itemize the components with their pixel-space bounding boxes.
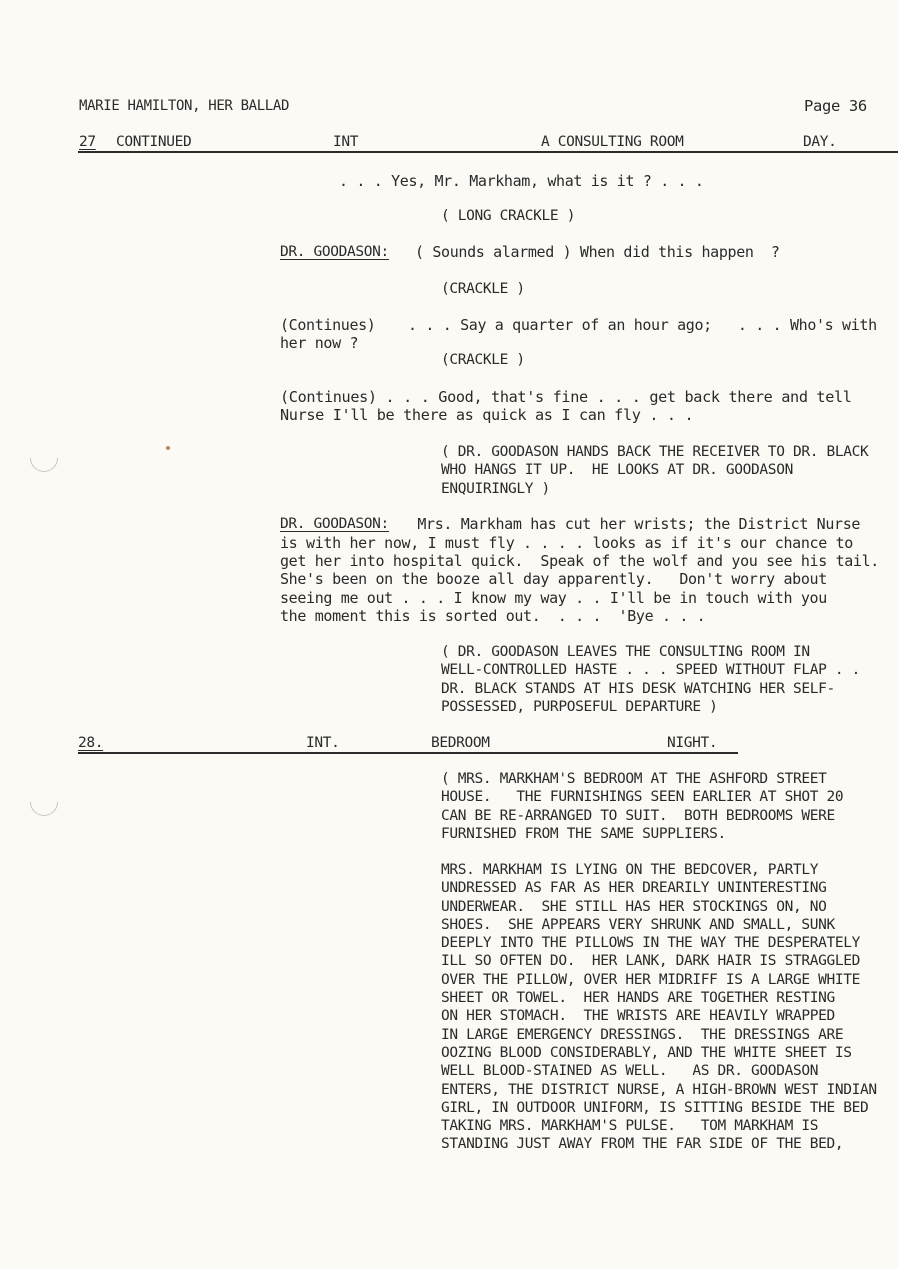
dialogue-line: . . . Say a quarter of an hour ago; . . . Who's with bbox=[408, 316, 877, 334]
dialogue-line: her now ? bbox=[280, 334, 359, 352]
script-title: MARIE HAMILTON, HER BALLAD bbox=[79, 98, 290, 114]
punch-hole-mark bbox=[24, 438, 64, 478]
heading-rule bbox=[78, 151, 898, 153]
character-name: DR. GOODASON: bbox=[280, 244, 389, 260]
stage-direction: ( MRS. MARKHAM'S BEDROOM AT THE ASHFORD STREET HOUSE. THE FURNISHINGS SEEN EARLIER AT SHOT 20 CAN BE RE-ARRANGED TO SUIT. BOTH BEDROOMS WERE FURNISHED FROM THE SAME SUPPLIERS. bbox=[441, 771, 844, 842]
scene-location: A CONSULTING ROOM bbox=[541, 134, 684, 150]
ink-speck bbox=[166, 446, 170, 450]
dialogue-line: Mrs. Markham has cut her wrists; the District Nurse bbox=[400, 515, 861, 533]
scene-time: NIGHT. bbox=[667, 735, 718, 751]
scene-int: INT. bbox=[306, 735, 340, 751]
punch-hole-mark bbox=[24, 782, 64, 822]
dialogue-line: Nurse I'll be there as quick as I can fly . . . bbox=[280, 406, 694, 424]
scene-time: DAY. bbox=[803, 134, 837, 150]
heading-rule bbox=[78, 752, 738, 754]
dialogue-line: ( Sounds alarmed ) When did this happen ? bbox=[415, 243, 780, 261]
scene-label: CONTINUED bbox=[116, 134, 192, 150]
dialogue-line: (Continues) . . . Good, that's fine . . . get back there and tell bbox=[280, 388, 852, 406]
scene-location: BEDROOM bbox=[431, 735, 490, 751]
direction-line: (CRACKLE ) bbox=[441, 352, 525, 368]
page-number: Page 36 bbox=[804, 97, 867, 115]
dialogue-line: . . . Yes, Mr. Markham, what is it ? . . . bbox=[339, 172, 704, 190]
scene-number: 27 bbox=[79, 134, 96, 150]
scene-int: INT bbox=[333, 134, 359, 150]
dialogue-line: (Continues) bbox=[280, 316, 376, 334]
dialogue-paragraph: is with her now, I must fly . . . . looks as if it's our chance to get her into hospital quick. Speak of the wolf and you see his tail. She's been on the booze all day apparently. Don't worry about seeing me out . . . I know my way . . I'll be in touch with you the moment this is sorted out. . . . 'Bye . . . bbox=[280, 534, 879, 625]
scene-number: 28. bbox=[78, 735, 104, 751]
stage-direction: ( DR. GOODASON LEAVES THE CONSULTING ROOM IN WELL-CONTROLLED HASTE . . . SPEED WITHOUT FLAP . . DR. BLACK STANDS AT HIS DESK WATCHING HER SELF- POSSESSED, PURPOSEFUL DEPARTURE ) bbox=[441, 644, 860, 715]
character-name: DR. GOODASON: bbox=[280, 516, 389, 532]
direction-line: (CRACKLE ) bbox=[441, 281, 525, 297]
stage-direction: MRS. MARKHAM IS LYING ON THE BEDCOVER, PARTLY UNDRESSED AS FAR AS HER DREARILY UNINTERESTING UNDERWEAR. SHE STILL HAS HER STOCKINGS ON, NO SHOES. SHE APPEARS VERY SHRUNK AND SMALL, SUNK DEEPLY INTO THE PILLOWS IN THE WAY THE DESPERATELY ILL SO OFTEN DO. HER LANK, DARK HAIR IS STRAGGLED OVER THE PILLOW, OVER HER MIDRIFF IS A LARGE WHITE SHEET OR TOWEL. HER HANDS ARE TOGETHER RESTING ON HER STOMACH. THE WRISTS ARE HEAVILY WRAPPED IN LARGE EMERGENCY DRESSINGS. THE DRESSINGS ARE OOZING BLOOD CONSIDERABLY, AND THE WHITE SHEET IS WELL BLOOD-STAINED AS WELL. AS DR. GOODASON ENTERS, THE DISTRICT NURSE, A HIGH-BROWN WEST INDIAN GIRL, IN OUTDOOR UNIFORM, IS SITTING BESIDE THE BED TAKING MRS. MARKHAM'S PULSE. TOM MARKHAM IS STANDING JUST AWAY FROM THE FAR SIDE OF THE BED, bbox=[441, 862, 877, 1153]
stage-direction: ( DR. GOODASON HANDS BACK THE RECEIVER TO DR. BLACK WHO HANGS IT UP. HE LOOKS AT DR. GOODASON ENQUIRINGLY ) bbox=[441, 444, 869, 497]
direction-line: ( LONG CRACKLE ) bbox=[441, 208, 576, 224]
